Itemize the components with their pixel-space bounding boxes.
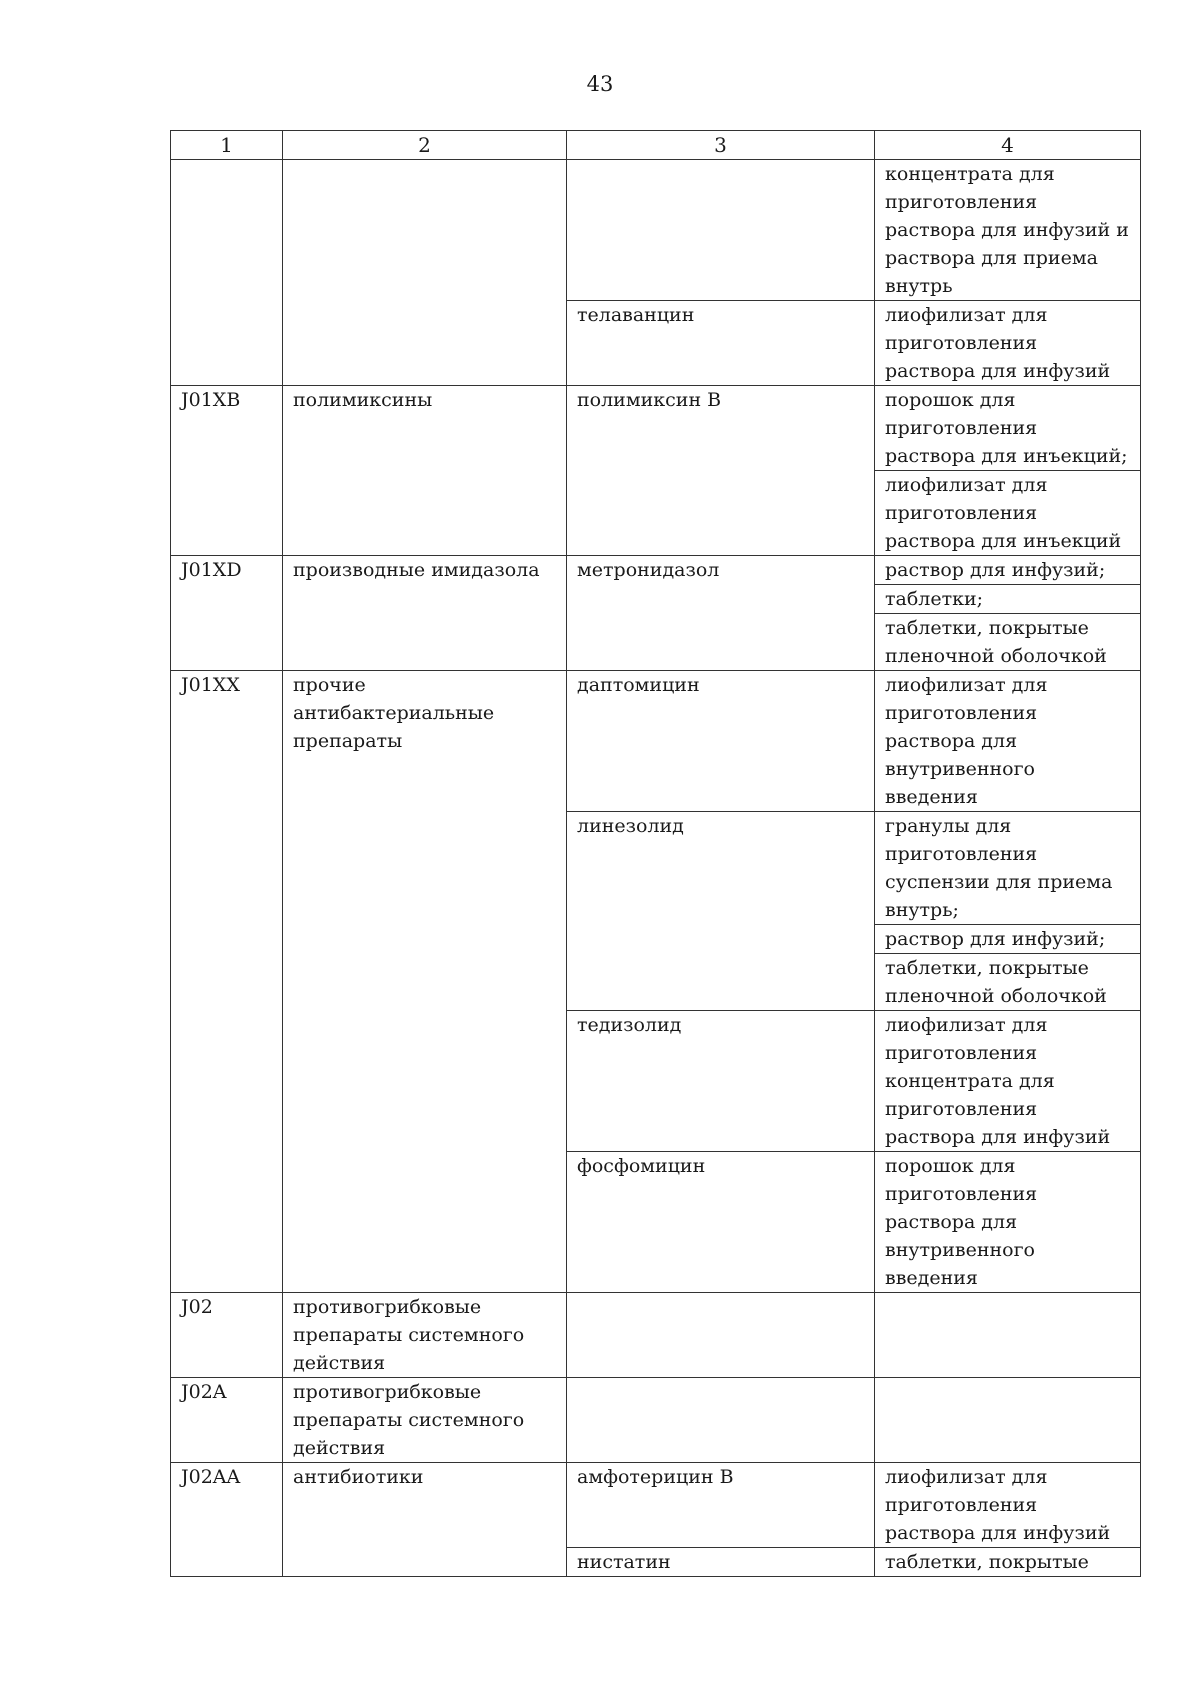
table-row bbox=[171, 556, 1141, 671]
drug-cell: полимиксин В bbox=[567, 386, 875, 556]
dosage-form: порошок для приготовления раствора для инъекций; bbox=[885, 389, 1128, 467]
table-row bbox=[171, 1463, 1141, 1548]
drug-cell: даптомицин bbox=[567, 671, 875, 812]
group-cell: полимиксины bbox=[283, 386, 567, 556]
forms-cell bbox=[875, 301, 1141, 386]
dosage-form: лиофилизат для приготовления концентрата для приготовления раствора для инфузий bbox=[885, 1014, 1111, 1148]
group-cell bbox=[283, 160, 567, 386]
drug-cell: амфотерицин В bbox=[567, 1463, 875, 1548]
dosage-form: лиофилизат для приготовления раствора для внутривенного введения bbox=[885, 674, 1048, 808]
dosage-form: порошок для приготовления раствора для внутривенного введения bbox=[885, 1155, 1038, 1289]
dosage-form: таблетки, покрытые bbox=[885, 1551, 1089, 1573]
drug-cell: нистатин bbox=[567, 1548, 875, 1577]
atc-code-cell: J01XD bbox=[171, 556, 283, 671]
forms-cell bbox=[875, 671, 1141, 812]
forms-cell bbox=[875, 386, 1141, 556]
dosage-form: раствор для инфузий; bbox=[875, 924, 1140, 953]
drug-cell bbox=[567, 1378, 875, 1463]
table-row bbox=[171, 160, 1141, 301]
dosage-form: таблетки; bbox=[875, 584, 1140, 613]
atc-code-cell: J02 bbox=[171, 1293, 283, 1378]
drug-cell: тедизолид bbox=[567, 1011, 875, 1152]
drug-cell: фосфомицин bbox=[567, 1152, 875, 1293]
group-cell: антибиотики bbox=[283, 1463, 567, 1577]
forms-cell bbox=[875, 1011, 1141, 1152]
group-cell: производные имидазола bbox=[283, 556, 567, 671]
page-number: 43 bbox=[586, 72, 614, 96]
forms-cell bbox=[875, 1293, 1141, 1378]
drug-cell: метронидазол bbox=[567, 556, 875, 671]
forms-cell bbox=[875, 1152, 1141, 1293]
drug-cell: телаванцин bbox=[567, 301, 875, 386]
atc-code-cell: J02A bbox=[171, 1378, 283, 1463]
forms-cell bbox=[875, 1463, 1141, 1548]
dosage-form: таблетки, покрытые пленочной оболочкой bbox=[875, 953, 1140, 1010]
table-row bbox=[171, 1293, 1141, 1378]
group-cell: противогрибковые препараты системного действия bbox=[283, 1378, 567, 1463]
table-header-row bbox=[171, 131, 1141, 160]
drug-cell bbox=[567, 1293, 875, 1378]
forms-cell bbox=[875, 556, 1141, 671]
atc-code-cell: J01XX bbox=[171, 671, 283, 1293]
column-header-2: 2 bbox=[283, 131, 567, 160]
atc-code-cell: J02AA bbox=[171, 1463, 283, 1577]
table-row bbox=[171, 386, 1141, 556]
dosage-form: раствор для инфузий; bbox=[885, 559, 1106, 581]
forms-cell bbox=[875, 160, 1141, 301]
dosage-form: концентрата для приготовления раствора для инфузий и раствора для приема внутрь bbox=[885, 163, 1129, 297]
column-header-3: 3 bbox=[567, 131, 875, 160]
dosage-form: лиофилизат для приготовления раствора для инфузий bbox=[885, 304, 1111, 382]
column-header-1: 1 bbox=[171, 131, 283, 160]
drug-cell: линезолид bbox=[567, 812, 875, 1011]
dosage-form: лиофилизат для приготовления раствора для инъекций bbox=[875, 470, 1140, 555]
atc-code-cell: J01XB bbox=[171, 386, 283, 556]
group-cell: противогрибковые препараты системного действия bbox=[283, 1293, 567, 1378]
group-cell: прочие антибактериальные препараты bbox=[283, 671, 567, 1293]
dosage-form: гранулы для приготовления суспензии для приема внутрь; bbox=[885, 815, 1113, 921]
dosage-form: таблетки, покрытые пленочной оболочкой bbox=[875, 613, 1140, 670]
forms-cell bbox=[875, 812, 1141, 1011]
forms-cell bbox=[875, 1548, 1141, 1577]
drug-table bbox=[170, 130, 1141, 1577]
table-row bbox=[171, 671, 1141, 812]
atc-code-cell bbox=[171, 160, 283, 386]
dosage-form: лиофилизат для приготовления раствора для инфузий bbox=[885, 1466, 1111, 1544]
drug-cell bbox=[567, 160, 875, 301]
table-row bbox=[171, 1378, 1141, 1463]
forms-cell bbox=[875, 1378, 1141, 1463]
column-header-4: 4 bbox=[875, 131, 1141, 160]
